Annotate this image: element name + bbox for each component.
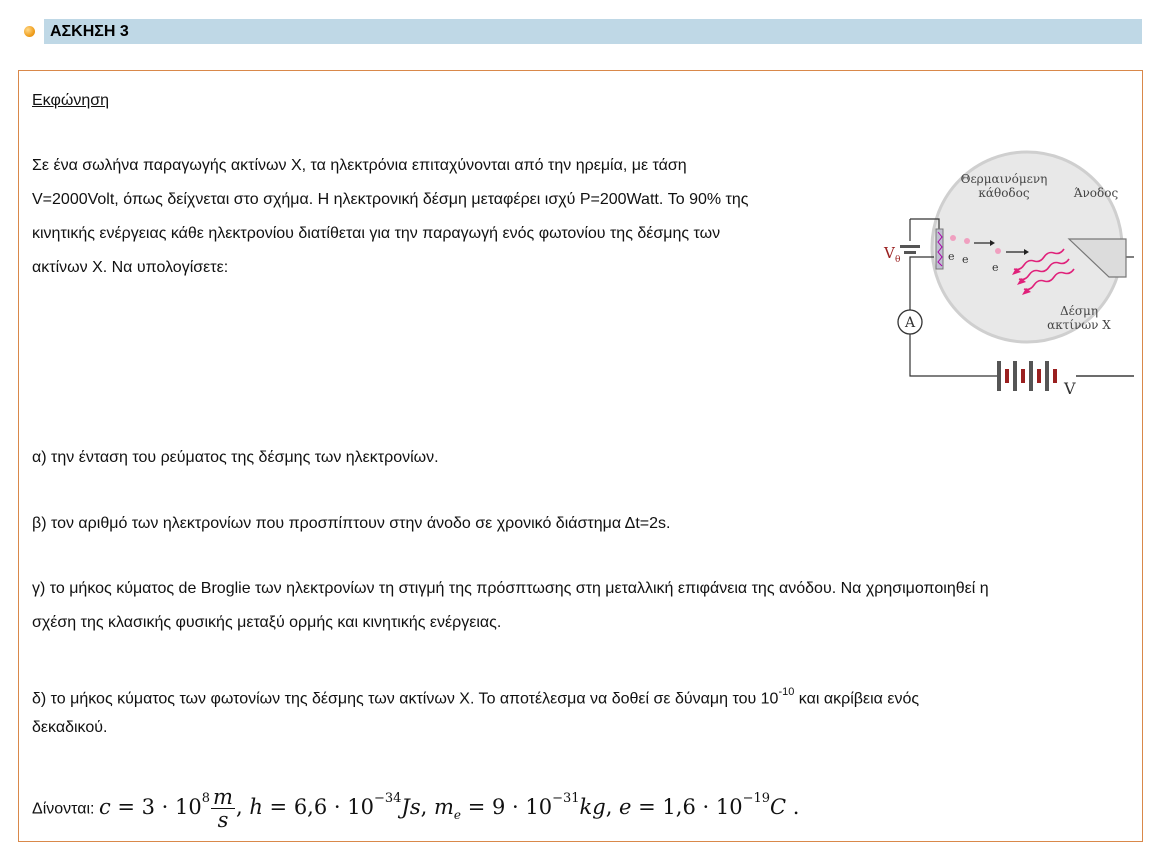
intro-line: ακτίνων Χ. Να υπολογίσετε: xyxy=(32,259,229,276)
question-b: β) τον αριθμό των ηλεκτρονίων που προσπίπτουν στην άνοδο σε χρονικό διάστημα Δt=2s. xyxy=(32,515,671,532)
electron-label: e xyxy=(948,250,955,263)
beam-label: Δέσμη xyxy=(1059,304,1099,318)
heater-voltage-sub: θ xyxy=(895,255,901,265)
anode-label: Άνοδος xyxy=(1073,186,1119,200)
intro-line: Σε ένα σωλήνα παραγωγής ακτίνων Χ, τα ηλεκτρόνια επιταχύνονται από την ηρεμία, με τάση xyxy=(32,157,687,174)
intro-line: V=2000Volt, όπως δείχνεται στο σχήμα. Η ηλεκτρονική δέσμη μεταφέρει ισχύ P=200Watt. Το 90% της xyxy=(32,191,749,208)
question-a: α) την ένταση του ρεύματος της δέσμης των ηλεκτρονίων. xyxy=(32,449,439,466)
xray-tube-figure xyxy=(864,149,1134,399)
ammeter-label: A xyxy=(904,315,916,331)
question-d-line1 xyxy=(32,677,919,716)
question-d-text: δ) το μήκος κύματος των φωτονίων της δέσμης των ακτίνων Χ. Το αποτέλεσμα να δοθεί σε δύναμη του 10 xyxy=(32,690,779,708)
given-label: Δίνονται: xyxy=(32,800,95,818)
heater-battery-icon xyxy=(900,245,920,248)
exercise-box xyxy=(18,70,1143,842)
intro-line: κινητικής ενέργειας κάθε ηλεκτρονίου διατίθεται για την παραγωγή ενός φωτονίου της δέσμης των xyxy=(32,225,721,242)
header-bar xyxy=(44,19,1142,44)
voltage-label: V xyxy=(1064,379,1076,398)
constants-formula: $c = 3 \cdot 10^8$ $\frac{m}{s}$ , $h = 6,6 \cdot 10^{-34}Js$, $m_e = 9 \cdot 10^{-31}kg$, $e = 1,6 \cdot 10^{-19}C$ . xyxy=(98,785,800,832)
question-d-suffix: και ακρίβεια ενός xyxy=(794,690,920,708)
question-c-line2: σχέση της κλασικής φυσικής μεταξύ ορμής και κινητικής ενέργειας. xyxy=(32,614,502,631)
bullet-icon xyxy=(24,26,35,37)
question-d-line2: δεκαδικού. xyxy=(32,719,108,736)
exercise-title: ΑΣΚΗΣΗ 3 xyxy=(50,23,129,40)
cathode-label: κάθοδος xyxy=(978,186,1030,200)
heater-voltage-label: V xyxy=(884,244,895,262)
question-d-exponent: -10 xyxy=(778,686,795,698)
section-header xyxy=(20,19,1142,44)
battery-icon xyxy=(997,361,1057,391)
subtitle: Εκφώνηση xyxy=(32,92,110,109)
cathode-label: Θερμαινόμενη xyxy=(960,172,1048,186)
electron-label: e xyxy=(992,261,999,274)
given-line xyxy=(32,780,799,838)
question-c-line1: γ) το μήκος κύματος de Broglie των ηλεκτρονίων τη στιγμή της πρόσπτωσης στη μεταλλική επιφάνεια της ανόδου. Να χρησιμοποιηθεί η xyxy=(32,580,989,597)
beam-label: ακτίνων Χ xyxy=(1047,318,1111,332)
electron-label: e xyxy=(962,253,969,266)
